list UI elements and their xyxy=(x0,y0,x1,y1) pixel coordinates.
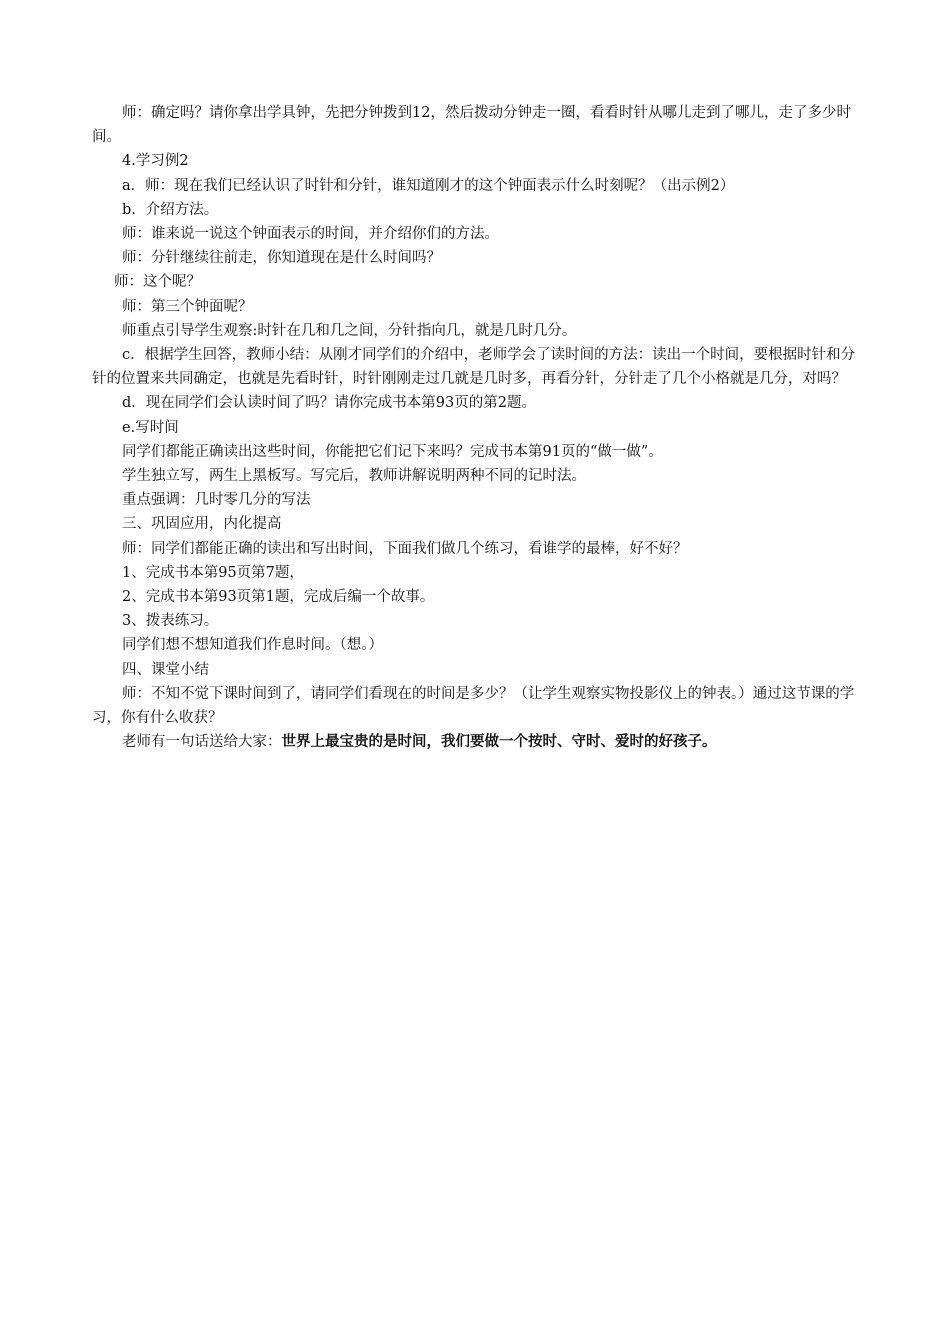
paragraph: 师：确定吗？请你拿出学具钟，先把分钟拨到12，然后拨动分钟走一圈，看看时针从哪儿走到了哪儿，走了多少时间。 xyxy=(92,105,851,146)
section-heading: 4.学习例2 xyxy=(122,153,189,170)
paragraph: b．介绍方法。 xyxy=(122,201,219,218)
paragraph: a．师：现在我们已经认识了时针和分针，谁知道刚才的这个钟面表示什么时刻呢？（出示例2） xyxy=(122,177,735,194)
section-heading: 三、巩固应用，内化提高 xyxy=(122,516,282,533)
paragraph: 师：分针继续往前走，你知道现在是什么时间吗？ xyxy=(122,250,441,267)
list-item: 2、完成书本第93页第1题，完成后编一个故事。 xyxy=(122,589,435,606)
section-heading: 四、课堂小结 xyxy=(122,661,209,678)
closing-lead: 老师有一句话送给大家： xyxy=(122,734,282,751)
paragraph: e.写时间 xyxy=(122,419,179,436)
closing-paragraph xyxy=(92,730,862,754)
paragraph: 同学们想不想知道我们作息时间。（想。） xyxy=(122,637,383,654)
paragraph: 师：谁来说一说这个钟面表示的时间，并介绍你们的方法。 xyxy=(122,226,499,243)
paragraph: 师重点引导学生观察:时针在几和几之间，分针指向几，就是几时几分。 xyxy=(122,322,577,339)
paragraph: 师：同学们都能正确的读出和写出时间，下面我们做几个练习，看谁学的最棒，好不好？ xyxy=(122,540,688,557)
paragraph: 同学们都能正确读出这些时间，你能把它们记下来吗？完成书本第91页的“做一做”。 xyxy=(122,443,663,460)
paragraph: 学生独立写，两生上黑板写。写完后，教师讲解说明两种不同的记时法。 xyxy=(122,468,586,485)
paragraph: c．根据学生回答，教师小结：从刚才同学们的介绍中，老师学会了读时间的方法：读出一个时间，要根据时针和分针的位置来共同确定，也就是先看时针，时针刚刚走过几就是几时多，再看分针，分针走了几个小格就是几分，对吗？ xyxy=(92,347,856,388)
paragraph: 重点强调：几时零几分的写法 xyxy=(122,492,311,509)
paragraph: 师：这个呢？ xyxy=(114,274,201,291)
list-item: 1、完成书本第95页第7题， xyxy=(122,564,304,581)
paragraph: 师：不知不觉下课时间到了，请同学们看现在的时间是多少？（让学生观察实物投影仪上的钟表。）通过这节课的学习，你有什么收获？ xyxy=(92,685,855,727)
paragraph: d．现在同学们会认读时间了吗？请你完成书本第93页的第2题。 xyxy=(122,395,536,412)
paragraph: 师：第三个钟面呢？ xyxy=(122,298,253,315)
list-item: 3、拨表练习。 xyxy=(122,613,219,630)
closing-emphasis: 世界上最宝贵的是时间，我们要做一个按时、守时、爱时的好孩子。 xyxy=(281,734,717,751)
document-body xyxy=(92,101,862,754)
